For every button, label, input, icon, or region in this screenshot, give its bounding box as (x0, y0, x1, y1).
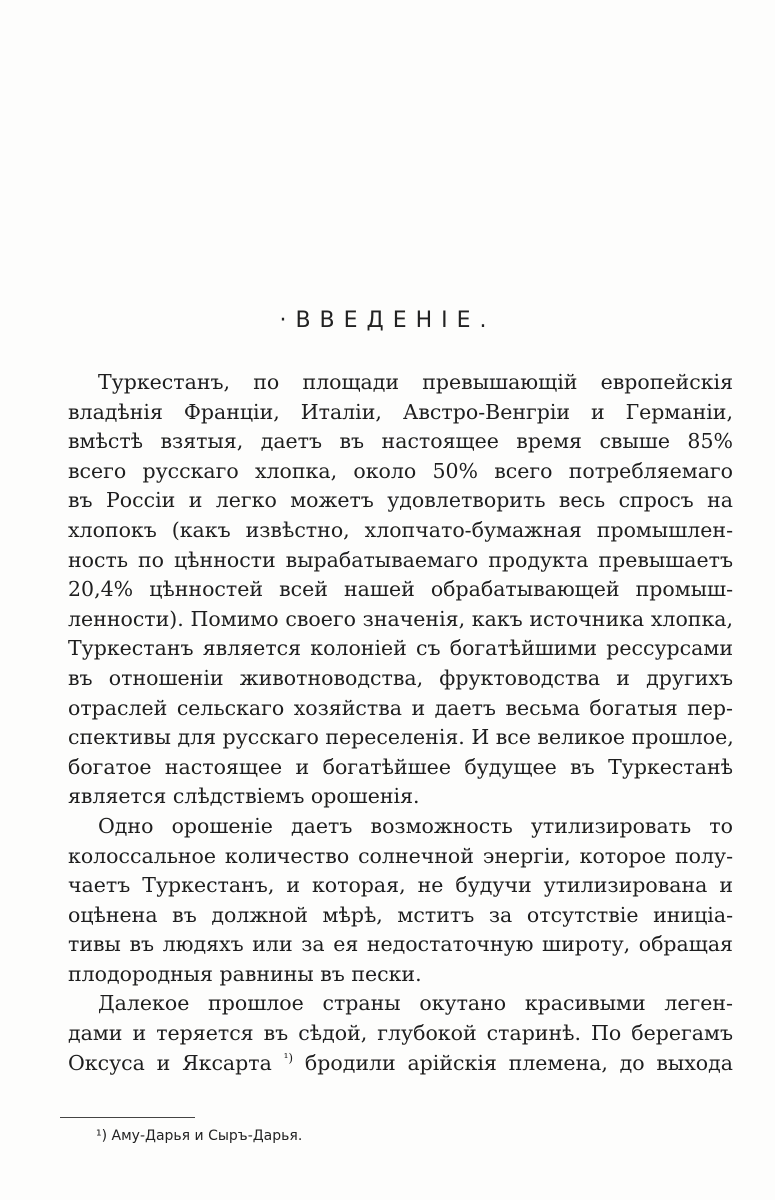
body-text (68, 368, 733, 1078)
text-line-with-footnote (68, 1049, 733, 1079)
text-fragment: бродили арійскія племена, до выхода (304, 1050, 733, 1075)
text-line: является слѣдствіемъ орошенія. (68, 784, 420, 809)
text-line: Одно орошеніе даетъ возможность утилизировать то (98, 813, 733, 838)
text-line: владѣнія Франціи, Италіи, Австро-Венгріи и Германіи, (68, 399, 733, 424)
text-line: въ Россіи и легко можетъ удовлетворить весь спросъ на (68, 488, 733, 513)
footnote-text: Аму-Дарья и Сыръ-Дарья. (111, 1128, 303, 1144)
text-line: Туркестанъ является колоніей съ богатѣйшими рессурсами (68, 636, 733, 661)
text-line: спективы для русскаго переселенія. И все великое прошлое, (68, 725, 734, 750)
footnote (96, 1128, 302, 1144)
text-line: тивы въ людяхъ или за ея недостаточную широту, обращая (68, 932, 733, 957)
text-line: богатое настоящее и богатѣйшее будущее въ Туркестанѣ (68, 754, 733, 779)
text-fragment: Оксуса и Яксарта (68, 1050, 272, 1075)
text-line: отраслей сельскаго хозяйства и даетъ весьма богатыя пер- (68, 695, 733, 720)
text-line: 20,4% цѣнностей всей нашей обрабатывающей промыш- (68, 577, 733, 602)
text-line: чаетъ Туркестанъ, и которая, не будучи утилизирована и (68, 873, 733, 898)
text-line: ность по цѣнности вырабатываемаго продукта превышаетъ (68, 547, 733, 572)
footnote-reference[interactable]: ¹) (283, 1050, 294, 1065)
footnote-divider (60, 1117, 195, 1118)
chapter-title: ·ВВЕДЕНІЕ. (279, 308, 496, 333)
text-line: вмѣстѣ взятыя, даетъ въ настоящее время свыше 85% (68, 429, 733, 454)
paragraph-1 (68, 368, 733, 812)
paragraph-2 (68, 812, 733, 990)
text-line: Туркестанъ, по площади превышающій европейскія (98, 370, 733, 394)
text-line: всего русскаго хлопка, около 50% всего потребляемаго (68, 458, 733, 483)
footnote-marker: ¹) (96, 1128, 108, 1144)
text-line: оцѣнена въ должной мѣрѣ, мститъ за отсутствіе иниціа- (68, 902, 733, 927)
text-line: въ отношеніи животноводства, фруктоводства и другихъ (68, 665, 733, 690)
text-line: колоссальное количество солнечной энергіи, которое полу- (68, 843, 733, 868)
text-line: дами и теряется въ сѣдой, глубокой старинѣ. По берегамъ (68, 1021, 733, 1046)
text-line: плодородныя равнины въ пески. (68, 961, 422, 986)
paragraph-3 (68, 989, 733, 1078)
text-line: Далекое прошлое страны окутано красивыми леген- (98, 991, 733, 1016)
text-line: ленности). Помимо своего значенія, какъ источника хлопка, (68, 606, 733, 631)
text-line: хлопокъ (какъ извѣстно, хлопчато-бумажная промышлен- (68, 517, 733, 542)
